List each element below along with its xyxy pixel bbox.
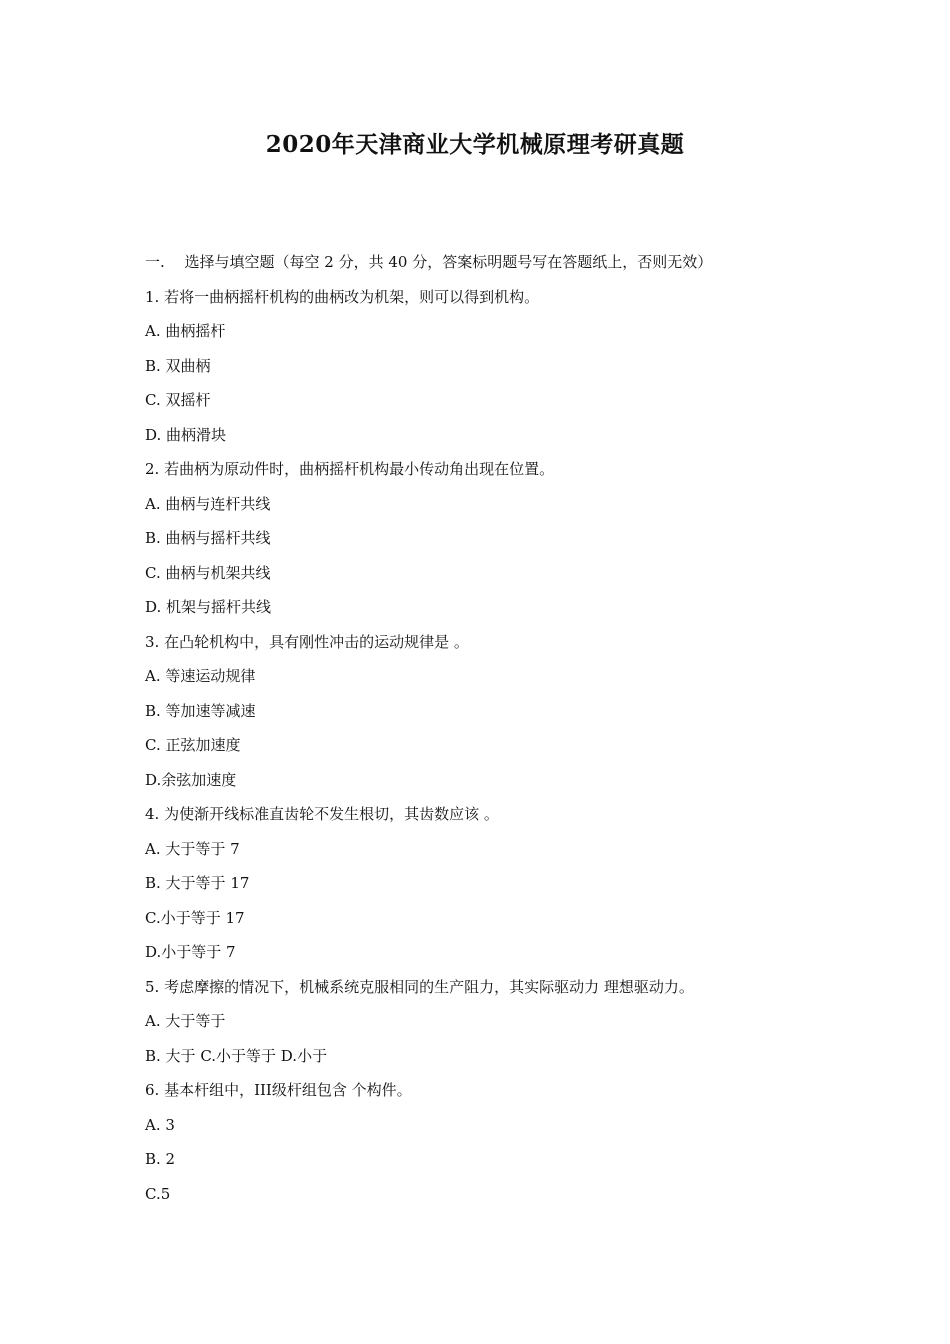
question-list: [145, 251, 905, 1217]
question-line: C. 曲柄与机架共线: [145, 563, 271, 582]
question-line: B. 大于等于 17: [145, 874, 250, 892]
question-line: B. 曲柄与摇杆共线: [145, 529, 271, 547]
question-line: A. 曲柄摇杆: [145, 322, 226, 340]
question-line: A. 等速运动规律: [145, 667, 256, 685]
question-line: C. 正弦加速度: [145, 736, 241, 754]
question-line: 5. 考虑摩擦的情况下，机械系统克服相同的生产阻力，其实际驱动力 理想驱动力。: [145, 977, 694, 996]
question-line: A. 大于等于: [145, 1012, 226, 1030]
question-line: C. 双摇杆: [145, 391, 211, 409]
question-line: A. 3: [145, 1115, 175, 1134]
question-line: 4. 为使渐开线标准直齿轮不发生根切，其齿数应该 。: [145, 805, 499, 823]
question-line: D.小于等于 7: [145, 943, 236, 961]
question-line: D. 机架与摇杆共线: [145, 598, 272, 616]
question-line: C.5: [145, 1184, 171, 1203]
document-title: 2020年天津商业大学机械原理考研真题: [265, 131, 685, 158]
question-line: D. 曲柄滑块: [145, 425, 227, 444]
section-heading: 一. 选择与填空题（每空 2 分，共 40 分，答案标明题号写在答题纸上，否则无效）: [145, 253, 713, 271]
question-line: 1. 若将一曲柄摇杆机构的曲柄改为机架，则可以得到机构。: [145, 287, 540, 306]
question-line: B. 双曲柄: [145, 356, 211, 375]
question-line: A. 曲柄与连杆共线: [145, 494, 271, 513]
question-line: B. 大于 C.小于等于 D.小于: [145, 1046, 328, 1065]
question-line: D.余弦加速度: [145, 770, 237, 789]
question-line: B. 等加速等减速: [145, 701, 256, 720]
question-line: 6. 基本杆组中，III级杆组包含 个构件。: [145, 1081, 412, 1099]
question-line: B. 2: [145, 1150, 176, 1168]
question-line: 2. 若曲柄为原动件时，曲柄摇杆机构最小传动角出现在位置。: [145, 460, 555, 478]
question-line: A. 大于等于 7: [145, 839, 240, 858]
question-line: C.小于等于 17: [145, 908, 245, 927]
question-line: 3. 在凸轮机构中，具有刚性冲击的运动规律是 。: [145, 632, 469, 651]
